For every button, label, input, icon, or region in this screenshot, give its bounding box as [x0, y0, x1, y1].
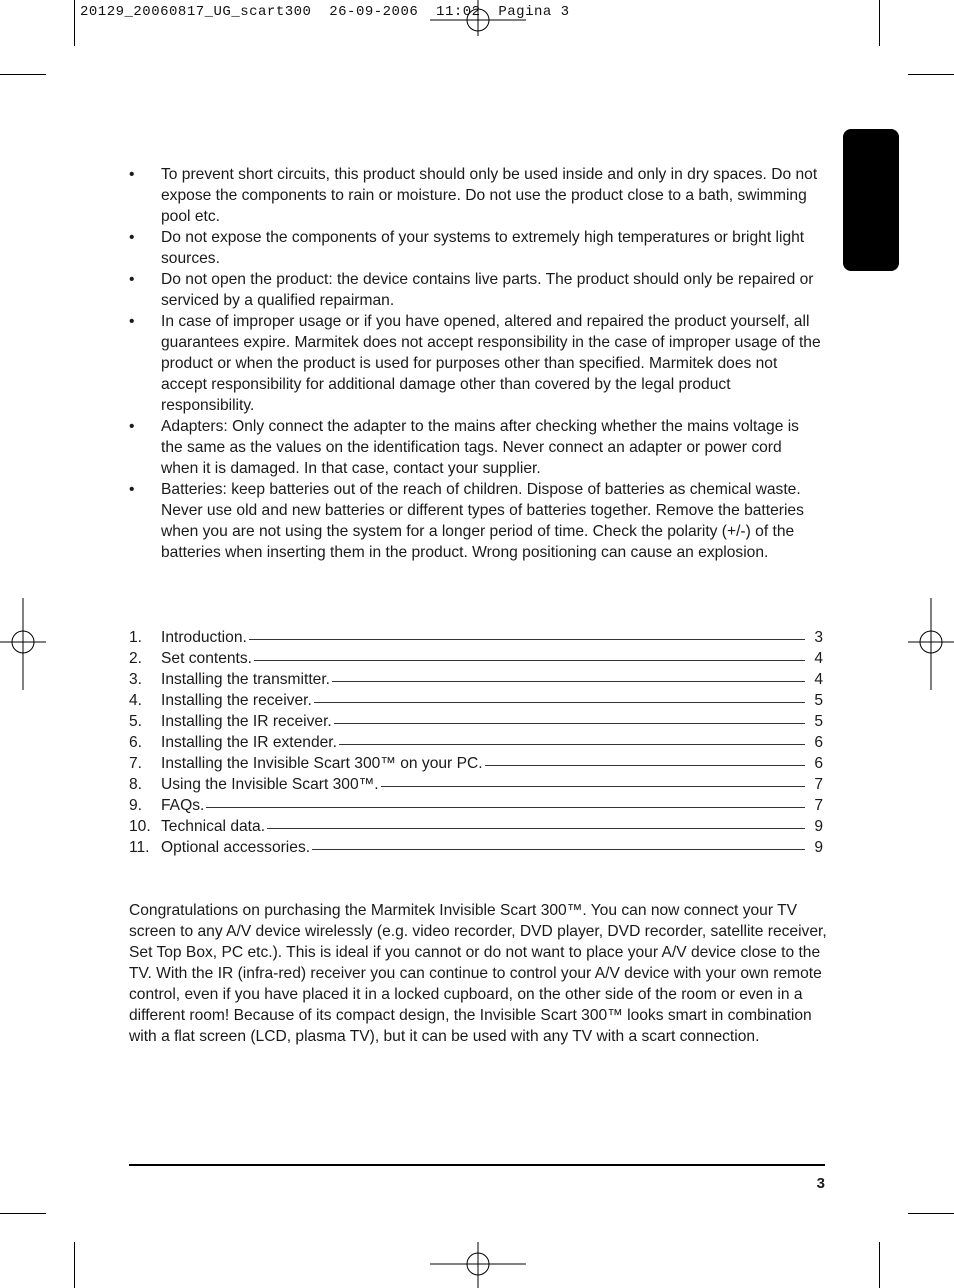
bullet-icon: • [129, 271, 135, 288]
list-item [129, 164, 823, 227]
toc-page: 6 [814, 755, 823, 772]
list-item [129, 227, 823, 269]
toc-page: 5 [814, 692, 823, 709]
toc-number: 4. [129, 692, 143, 709]
toc-leader [334, 723, 805, 724]
toc-title: FAQs. [161, 797, 205, 814]
toc-entry [129, 732, 823, 753]
crop-mark [0, 1213, 46, 1214]
introduction-paragraph: Congratulations on purchasing the Marmitek Invisible Scart 300™. You can now connect your TV screen to any A/V device wirelessly (e.g. video recorder, DVD player, DVD recorder, satellite receiver, Set Top Box, PC etc.). This is ideal if you cannot or do not want to place your A/V device close to the TV. With the IR (infra-red) receiver you can continue to control your A/V device with your own remote control, even if you have placed it in a locked cupboard, on the other side of the room or even in a different room! Because of its compact design, the Invisible Scart 300™ looks smart in combination with a flat screen (LCD, plasma TV), but it can be used with any TV with a scart connection. [129, 902, 827, 1045]
toc-title: Optional accessories. [161, 839, 311, 856]
crop-mark [908, 1213, 954, 1214]
list-item-text: Batteries: keep batteries out of the reach of children. Dispose of batteries as chemical waste. Never use old and new batteries or different types of batteries together. Remove the batteries when you are not using the system for a longer period of time. Check the polarity (+/-) of the batteries when inserting them in the product. Wrong positioning can cause an explosion. [161, 481, 804, 561]
toc-number: 8. [129, 776, 143, 793]
toc-title: Installing the Invisible Scart 300™ on your PC. [161, 755, 483, 772]
toc-number: 9. [129, 797, 143, 814]
toc-title: Set contents. [161, 650, 253, 667]
toc-page: 4 [814, 650, 823, 667]
toc-number: 11. [129, 839, 150, 856]
toc-leader [381, 786, 805, 787]
toc-entry [129, 795, 823, 816]
list-item-text: Adapters: Only connect the adapter to the mains after checking whether the mains voltage is the same as the values on the identification tags. Never connect an adapter or power cord when it is damaged. In that case, contact your supplier. [161, 418, 799, 477]
toc-title: Using the Invisible Scart 300™. [161, 776, 379, 793]
crop-mark [908, 74, 954, 75]
toc-number: 7. [129, 755, 143, 772]
bullet-icon: • [129, 166, 135, 183]
crop-mark [879, 1242, 880, 1288]
bullet-icon: • [129, 313, 135, 330]
list-item-text: To prevent short circuits, this product should only be used inside and only in dry spaces. Do not expose the components to rain or moisture. Do not use the product close to a bath, swimming pool etc. [161, 166, 818, 225]
toc-title: Installing the IR receiver. [161, 713, 332, 730]
toc-page: 9 [814, 839, 823, 856]
list-item [129, 479, 823, 563]
toc-leader [249, 639, 805, 640]
toc-entry [129, 690, 823, 711]
toc-page: 7 [814, 797, 823, 814]
toc-page: 6 [814, 734, 823, 751]
toc-entry [129, 669, 823, 690]
toc-number: 10. [129, 818, 151, 835]
page-number: 3 [816, 1175, 825, 1192]
toc-page: 5 [814, 713, 823, 730]
toc-entry [129, 837, 823, 858]
crop-mark [74, 0, 75, 46]
list-item [129, 416, 823, 479]
safety-instructions-list [129, 164, 823, 563]
registration-mark-icon [430, 1242, 526, 1288]
toc-entry [129, 627, 823, 648]
bullet-icon: • [129, 418, 135, 435]
toc-number: 6. [129, 734, 143, 751]
list-item-text: Do not open the product: the device contains live parts. The product should only be repaired or serviced by a qualified repairman. [161, 271, 814, 309]
toc-number: 3. [129, 671, 143, 688]
toc-page: 7 [814, 776, 823, 793]
toc-title: Technical data. [161, 818, 266, 835]
toc-entry [129, 753, 823, 774]
list-item [129, 311, 823, 416]
bullet-icon: • [129, 481, 135, 498]
toc-leader [254, 660, 805, 661]
table-of-contents [129, 627, 823, 858]
print-slug: 20129_20060817_UG_scart300 26-09-2006 11:02 Pagina 3 [80, 4, 570, 20]
registration-mark-icon [908, 598, 954, 690]
toc-page: 3 [814, 629, 823, 646]
crop-mark [0, 74, 46, 75]
toc-page: 9 [814, 818, 823, 835]
toc-leader [267, 828, 805, 829]
list-item [129, 269, 823, 311]
list-item-text: In case of improper usage or if you have opened, altered and repaired the product yourself, all guarantees expire. Marmitek does not accept responsibility in the case of improper usage of the product or when the product is used for purposes other than specified. Marmitek does not accept responsibility for additional damage other than covered by the legal product responsibility. [161, 313, 821, 414]
toc-entry [129, 774, 823, 795]
list-item-text: Do not expose the components of your systems to extremely high temperatures or bright light sources. [161, 229, 805, 267]
toc-entry [129, 816, 823, 837]
bullet-icon: • [129, 229, 135, 246]
toc-title: Installing the receiver. [161, 692, 312, 709]
toc-number: 5. [129, 713, 143, 730]
toc-number: 2. [129, 650, 143, 667]
crop-mark [74, 1242, 75, 1288]
toc-leader [485, 765, 805, 766]
toc-entry [129, 711, 823, 732]
footer-rule [129, 1164, 825, 1166]
toc-number: 1. [129, 629, 143, 646]
language-tab [843, 129, 899, 271]
toc-leader [339, 744, 805, 745]
toc-leader [312, 849, 805, 850]
toc-title: Installing the IR extender. [161, 734, 337, 751]
toc-page: 4 [814, 671, 823, 688]
registration-mark-icon [430, 0, 526, 36]
toc-leader [332, 681, 805, 682]
registration-mark-icon [0, 598, 46, 690]
toc-entry [129, 648, 823, 669]
crop-mark [879, 0, 880, 46]
toc-title: Installing the transmitter. [161, 671, 331, 688]
toc-leader [206, 807, 805, 808]
toc-title: Introduction. [161, 629, 247, 646]
toc-leader [314, 702, 805, 703]
